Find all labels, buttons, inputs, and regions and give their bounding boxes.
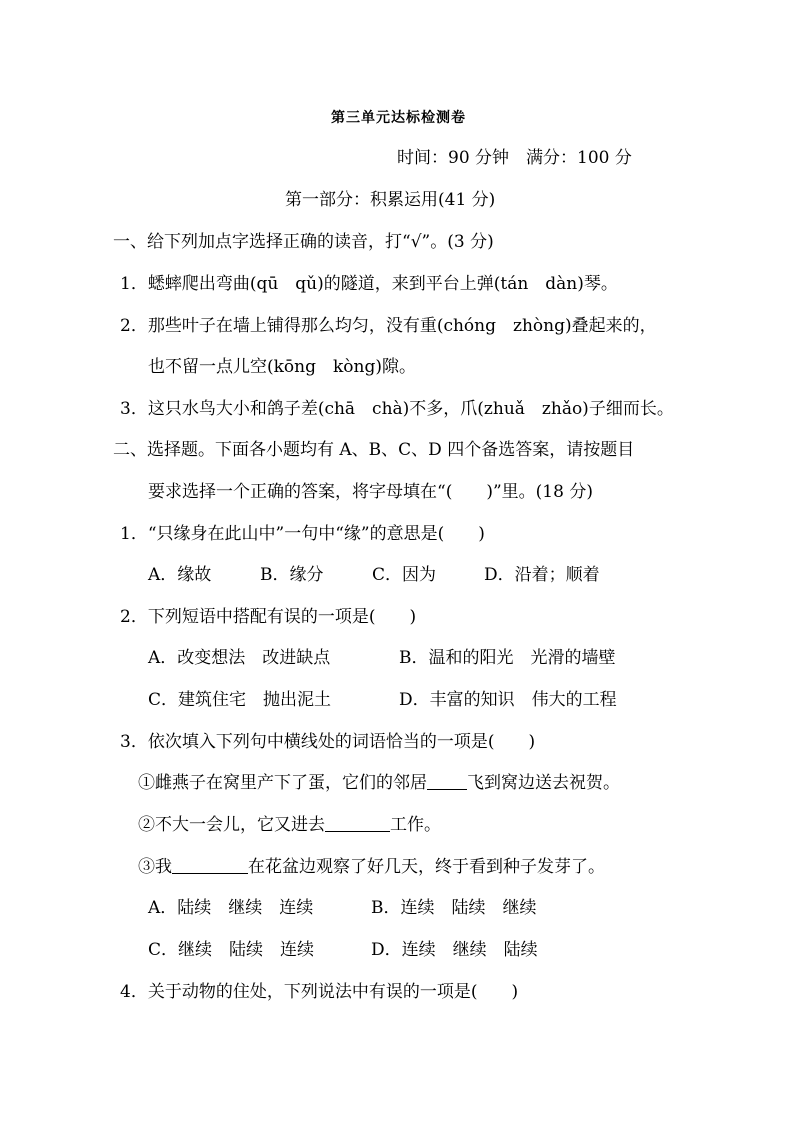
- q2-s3-sentence-3-end: 在花盆边观察了好几天，终于看到种子发芽了。: [248, 857, 605, 877]
- part1-heading: 第一部分：积累运用(41 分): [285, 190, 496, 210]
- q2-s2-option-a: A．改变想法 改进缺点: [148, 648, 331, 668]
- q2-s3-sentence-2: [138, 814, 441, 836]
- q2-s1-option-c: C．因为: [372, 565, 437, 585]
- q2-s2-option-d: D．丰富的知识 伟大的工程: [399, 690, 617, 710]
- q1-item-1: 1．蟋蟀爬出弯曲(qū qǔ)的隧道，来到平台上弹(tán dàn)琴。: [120, 274, 618, 294]
- q2-s3-sentence-2-end: 工作。: [390, 815, 441, 835]
- q2-s2-stem: 2．下列短语中搭配有误的一项是( ): [120, 607, 417, 627]
- q2-s2-option-c: C．建筑住宅 抛出泥土: [148, 690, 332, 710]
- q2-s1-option-a: A．缘故: [148, 565, 212, 585]
- q2-s3-option-a: A．陆续 继续 连续: [148, 898, 314, 918]
- exam-title: 第三单元达标检测卷: [331, 110, 466, 126]
- q2-s3-sentence-1-start: ①雌燕子在窝里产下了蛋，它们的邻居: [138, 773, 427, 793]
- q2-s2-options-row2: [0, 689, 794, 711]
- q2-s3-sentence-3-start: ③我: [138, 857, 172, 877]
- exam-meta: 时间：90 分钟 满分：100 分: [397, 148, 632, 168]
- q2-heading-b: 要求选择一个正确的答案，将字母填在“( )”里。(18 分): [148, 482, 593, 502]
- q2-s3-stem: 3．依次填入下列句中横线处的词语恰当的一项是( ): [120, 732, 536, 752]
- q2-s3-sentence-1: [138, 772, 620, 794]
- q2-s4-stem: 4．关于动物的住处，下列说法中有误的一项是( ): [120, 982, 519, 1002]
- q2-s3-option-c: C．继续 陆续 连续: [148, 940, 315, 960]
- q2-s3-sentence-1-end: 飞到窝边送去祝贺。: [467, 773, 620, 793]
- q2-s2-options-row1: [0, 647, 794, 669]
- q1-item-2a: 2．那些叶子在墙上铺得那么均匀，没有重(chóng zhòng)叠起来的，: [120, 316, 657, 336]
- q2-s2-option-b: B．温和的阳光 光滑的墙壁: [399, 648, 616, 668]
- q1-item-2b: 也不留一点儿空(kōng kòng)隙。: [148, 357, 416, 377]
- q2-heading-a: 二、选择题。下面各小题均有 A、B、C、D 四个备选答案，请按题目: [113, 440, 635, 460]
- q2-s3-sentence-2-start: ②不大一会儿，它又进去: [138, 815, 325, 835]
- q2-s3-option-b: B．连续 陆续 继续: [371, 898, 537, 918]
- fill-blank-1: [427, 773, 467, 790]
- q2-s3-options-row2: [0, 939, 794, 961]
- fill-blank-3: [172, 857, 248, 874]
- q2-s3-sentence-3: [138, 856, 605, 878]
- fill-blank-2: [325, 815, 390, 832]
- q1-heading: 一、给下列加点字选择正确的读音，打“√”。(3 分): [113, 232, 494, 252]
- q2-s3-options-row1: [0, 897, 794, 919]
- q2-s1-stem: 1．“只缘身在此山中”一句中“缘”的意思是( ): [120, 524, 485, 544]
- q2-s1-options: [0, 564, 794, 586]
- q2-s1-option-d: D．沿着；顺着: [484, 565, 600, 585]
- q2-s3-option-d: D．连续 继续 陆续: [371, 940, 538, 960]
- q1-item-3: 3．这只水鸟大小和鸽子差(chā chà)不多，爪(zhuǎ zhǎo)子细而长。: [120, 399, 674, 419]
- q2-s1-option-b: B．缘分: [260, 565, 324, 585]
